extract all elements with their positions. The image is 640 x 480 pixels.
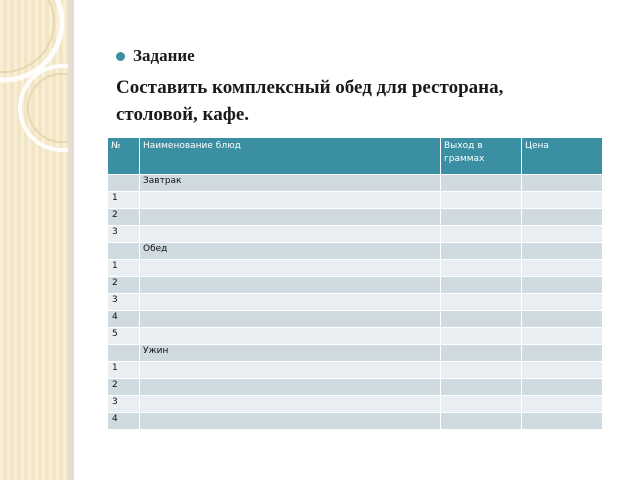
cell-dish-name [140, 413, 441, 430]
table-row [108, 192, 603, 209]
cell-number: 2 [108, 277, 140, 294]
bullet-dot-icon [116, 52, 125, 61]
cell-price [522, 413, 603, 430]
cell-price [522, 345, 603, 362]
cell-number [108, 175, 140, 192]
table-row [108, 311, 603, 328]
cell-number: 5 [108, 328, 140, 345]
cell-price [522, 379, 603, 396]
cell-weight [441, 209, 522, 226]
header-number: № [108, 138, 140, 175]
cell-dish-name [140, 260, 441, 277]
table-row [108, 328, 603, 345]
table-row [108, 226, 603, 243]
cell-price [522, 175, 603, 192]
cell-number: 1 [108, 192, 140, 209]
circle-ornament-icon [0, 0, 68, 480]
cell-price [522, 328, 603, 345]
cell-dish-name [140, 311, 441, 328]
table-row [108, 260, 603, 277]
table-section-row [108, 345, 603, 362]
cell-number: 4 [108, 413, 140, 430]
table-row [108, 277, 603, 294]
cell-weight [441, 379, 522, 396]
cell-number: 2 [108, 379, 140, 396]
cell-dish-name [140, 396, 441, 413]
cell-dish-name [140, 362, 441, 379]
table-header-row [108, 138, 603, 175]
cell-dish-name [140, 277, 441, 294]
task-description: Составить комплексный обед для ресторана, столовой, кафе. [116, 77, 504, 125]
cell-weight [441, 277, 522, 294]
cell-price [522, 396, 603, 413]
bullet-heading: Задание [133, 46, 195, 65]
cell-weight [441, 294, 522, 311]
cell-number: 3 [108, 226, 140, 243]
cell-dish-name: Ужин [140, 345, 441, 362]
cell-weight [441, 328, 522, 345]
cell-price [522, 226, 603, 243]
cell-weight [441, 413, 522, 430]
cell-dish-name: Обед [140, 243, 441, 260]
cell-weight [441, 345, 522, 362]
cell-number [108, 345, 140, 362]
cell-weight [441, 175, 522, 192]
cell-price [522, 277, 603, 294]
cell-price [522, 209, 603, 226]
cell-dish-name [140, 192, 441, 209]
cell-number: 2 [108, 209, 140, 226]
cell-number: 3 [108, 294, 140, 311]
header-price: Цена [522, 138, 603, 175]
header-weight: Выход в граммах [441, 138, 522, 175]
table-row [108, 294, 603, 311]
cell-price [522, 243, 603, 260]
cell-weight [441, 396, 522, 413]
cell-dish-name [140, 328, 441, 345]
cell-price [522, 362, 603, 379]
cell-weight [441, 362, 522, 379]
table-row [108, 413, 603, 430]
cell-weight [441, 243, 522, 260]
cell-weight [441, 311, 522, 328]
menu-table [107, 137, 603, 430]
table-section-row [108, 243, 603, 260]
cell-weight [441, 192, 522, 209]
table-row [108, 396, 603, 413]
decorative-side-panel [0, 0, 68, 480]
cell-number: 1 [108, 362, 140, 379]
cell-dish-name [140, 209, 441, 226]
header-dish-name: Наименование блюд [140, 138, 441, 175]
cell-number: 3 [108, 396, 140, 413]
cell-dish-name: Завтрак [140, 175, 441, 192]
table-row [108, 209, 603, 226]
cell-price [522, 294, 603, 311]
cell-weight [441, 260, 522, 277]
cell-dish-name [140, 379, 441, 396]
cell-price [522, 192, 603, 209]
table-row [108, 362, 603, 379]
cell-dish-name [140, 294, 441, 311]
cell-price [522, 260, 603, 277]
cell-number: 1 [108, 260, 140, 277]
cell-weight [441, 226, 522, 243]
cell-number [108, 243, 140, 260]
side-panel-border [68, 0, 74, 480]
table-section-row [108, 175, 603, 192]
cell-price [522, 311, 603, 328]
cell-number: 4 [108, 311, 140, 328]
cell-dish-name [140, 226, 441, 243]
table-row [108, 379, 603, 396]
